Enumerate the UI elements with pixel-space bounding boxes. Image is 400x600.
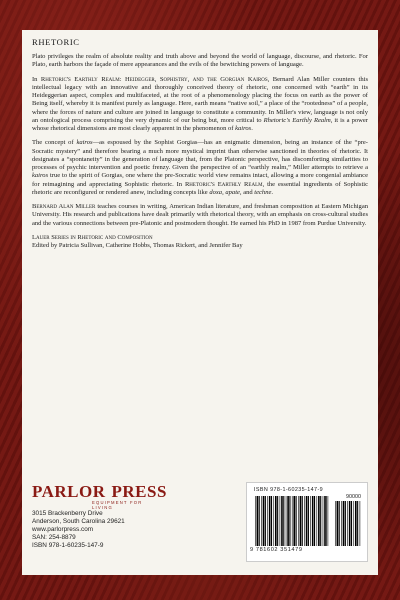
barcode-bar — [357, 501, 358, 546]
barcode-main-bars — [255, 496, 329, 546]
publisher-san: SAN: 254-8879 — [32, 533, 76, 541]
publisher-logo — [32, 482, 167, 510]
publisher-website: www.parlorpress.com — [32, 525, 94, 533]
barcode-bar — [308, 496, 309, 546]
barcode-bar — [345, 501, 346, 546]
paragraph-text: —as espoused by the Sophist Gorgias—has an enigmatic dimension, being an instance of the “pre-Socratic mystery” and therefore bearing a much more mystical imprint than otherwise sanctioned in theories of rhetoric. It designates a “spontaneity” in the generation of language that, from the Platonic perspective, has discomforting similarities to processes of psychic intervention and poetic frenzy. Given the perspective of an “earthly realm,” Miller attempts to retrieve a — [32, 139, 368, 171]
barcode-bar — [343, 501, 345, 546]
barcode-bar — [269, 496, 271, 546]
barcode-bar — [339, 501, 340, 546]
barcode-bar — [306, 496, 308, 546]
barcode-bar — [280, 496, 281, 546]
paragraph-text: In — [32, 75, 41, 83]
barcode-bar — [300, 496, 302, 546]
barcode-bar — [341, 501, 342, 546]
publisher-isbn: ISBN 978-1-60235-147-9 — [32, 541, 104, 549]
term-doxa: doxa — [209, 188, 223, 196]
barcode-digits: 9 781602 351479 — [250, 547, 303, 553]
barcode-bar — [349, 501, 351, 546]
barcode-price-code: 90000 — [346, 494, 361, 500]
barcode-bar — [287, 496, 289, 546]
series-editors: Edited by Patricia Sullivan, Catherine Hobbs, Thomas Rickert, and Jennifer Bay — [32, 242, 243, 250]
publisher-tagline: EQUIPMENT FOR LIVING — [92, 500, 143, 510]
term-kairos: kairos — [235, 125, 252, 132]
barcode-bar — [335, 501, 336, 546]
barcode-bar — [317, 496, 318, 546]
publisher-address — [32, 510, 125, 550]
description-paragraph-2 — [32, 76, 368, 134]
barcode-bar — [275, 496, 277, 546]
description-paragraph-1 — [32, 53, 368, 70]
paragraph-text: The concept of — [32, 139, 77, 147]
paragraph-text: teaches courses in writing, American Indian literature, and freshman composition at Eastern Michigan University. His research and publications have dealt primarily with rhetorical theory, with an emphasis on cross-cultural studies and the various connections between pre-Platonic and postmodern thought. He earned his PhD in 1987 from Purdue University. — [32, 203, 368, 227]
paragraph-text: , — [222, 188, 226, 196]
barcode-bar — [255, 496, 256, 546]
address-line: Anderson, South Carolina 29621 — [32, 517, 125, 525]
barcode-bar — [314, 496, 315, 546]
barcode-bar — [355, 501, 357, 546]
term-kairos: kairos — [76, 139, 93, 147]
barcode-bar — [298, 496, 299, 546]
barcode-bar — [257, 496, 259, 546]
term-kairos: kairos — [32, 172, 49, 180]
barcode-bar — [263, 496, 265, 546]
page-title: RHETORIC — [32, 37, 80, 47]
barcode-bar — [289, 496, 290, 546]
barcode-bar — [337, 501, 339, 546]
paragraph-text: . — [251, 125, 253, 132]
barcode-bar — [323, 496, 324, 546]
author-bio — [32, 203, 368, 228]
book-title: Rhetoric's Earthly Realm — [184, 180, 263, 188]
barcode-bar — [296, 496, 297, 546]
barcode-bar — [360, 501, 361, 546]
barcode-bar — [293, 496, 295, 546]
paragraph-text: , it is a power whose rhetorical dimensions are most clearly apparent in the phenomenon of — [32, 116, 368, 132]
barcode-bar — [310, 496, 311, 546]
back-cover-text-panel — [22, 30, 378, 575]
book-title-italic: Rhetoric's Earthly Realm — [263, 116, 331, 124]
barcode-addon-bars — [335, 501, 361, 546]
barcode-bar — [259, 496, 260, 546]
author-name: Bernard Alan Miller — [32, 203, 96, 210]
barcode-bar — [277, 496, 278, 546]
series-name: Lauer Series in Rhetoric and Composition — [32, 233, 153, 241]
barcode — [246, 482, 368, 562]
paragraph-text: . — [271, 188, 274, 196]
barcode-bar — [267, 496, 268, 546]
barcode-bar — [320, 496, 321, 546]
term-apate: apate — [225, 188, 240, 196]
barcode-bar — [312, 496, 314, 546]
barcode-bar — [292, 496, 293, 546]
description-paragraph-3 — [32, 139, 368, 197]
address-line: 3015 Brackenberry Drive — [32, 510, 103, 517]
term-techne: techne — [254, 188, 272, 196]
barcode-bar — [271, 496, 272, 546]
barcode-bar — [265, 496, 266, 546]
logo-text: PRESS — [111, 482, 167, 501]
series-info — [32, 234, 368, 251]
publisher-block — [32, 482, 368, 570]
barcode-bar — [351, 501, 352, 546]
barcode-bar — [353, 501, 354, 546]
paragraph-text: , and — [239, 188, 255, 196]
paragraph-text: true to the spirit of Gorgias, one where the pre-Socratic world view remains intact, allowing a more congenial ambiance for reimagining and appreciating Sophistic rhetoric. In — [32, 172, 368, 188]
paragraph-text: , the essential ingredients of Sophistic rhetoric are reconfigured or rendered anew, including concepts like — [32, 180, 368, 196]
barcode-isbn: ISBN 978-1-60235-147-9 — [254, 487, 324, 493]
paragraph-text: , Bernard Alan Miller counters this intellectual legacy with an innovative and thoroughly conceived theory of rhetoric, one concerned with “earth” in its Heideggerian aspect, complex and multifaceted, at the root of a phenomenology placing the focus on earth as the power of Being itself, whereby it is manifest purely as language. Here, earth means “native soil,” a place of the “rootedness” of a people, where the forces of nature and culture are joined in language to constitute a community. In Miller's view, language is not only an ontological process comprising the very dynamic of our being but, more critical to — [32, 75, 369, 124]
barcode-bar — [326, 496, 327, 546]
barcode-bar — [302, 496, 303, 546]
barcode-bar — [286, 496, 287, 546]
barcode-bar — [261, 496, 262, 546]
barcode-bar — [318, 496, 320, 546]
barcode-bar — [273, 496, 274, 546]
barcode-bar — [304, 496, 305, 546]
logo-text: PARLOR — [32, 482, 106, 501]
barcode-bar — [324, 496, 326, 546]
paragraph-text: Plato privileges the realm of absolute reality and truth above and beyond the world of language, discourse, and rhetoric. For Plato, earth harbors the façade of mere appearances and the evils of the bewitching powers of language. — [32, 53, 368, 69]
barcode-bar — [283, 496, 284, 546]
book-title: Rhetoric's Earthly Realm: Heidegger, Sophistry, and the Gorgian Kairos — [40, 75, 268, 83]
barcode-bar — [281, 496, 283, 546]
barcode-bar — [347, 501, 348, 546]
